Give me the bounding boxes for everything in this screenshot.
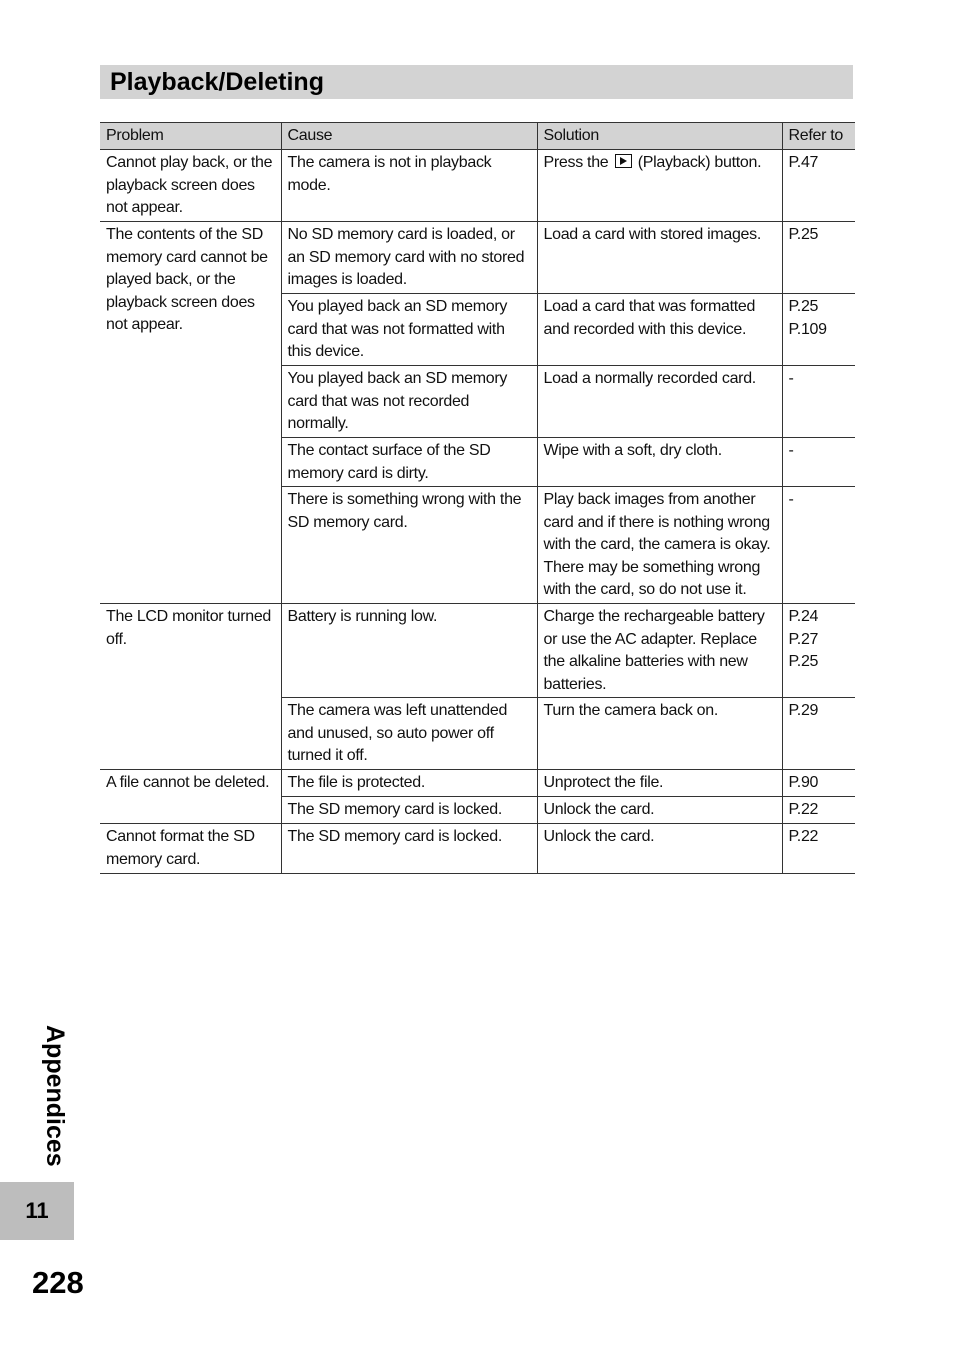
- problem-cell: Cannot play back, or the playback screen does not appear.: [100, 150, 281, 222]
- cause-cell: The SD memory card is locked.: [281, 824, 537, 874]
- page-number: 228: [32, 1265, 84, 1300]
- cause-cell: The SD memory card is locked.: [281, 797, 537, 824]
- problem-cell: Cannot format the SD memory card.: [100, 824, 281, 874]
- refer-cell: P.22: [782, 797, 855, 824]
- solution-cell: [537, 150, 782, 222]
- refer-cell: P.29: [782, 698, 855, 770]
- cause-cell: The file is protected.: [281, 770, 537, 797]
- solution-cell: Wipe with a soft, dry cloth.: [537, 438, 782, 487]
- solution-cell: Load a normally recorded card.: [537, 366, 782, 438]
- header-problem: Problem: [100, 123, 281, 150]
- solution-cell: Load a card with stored images.: [537, 222, 782, 294]
- table-row: [100, 150, 855, 222]
- side-tab-text: Appendices: [41, 1025, 69, 1167]
- section-title: Playback/Deleting: [100, 65, 853, 99]
- problem-cell: A file cannot be deleted.: [100, 770, 281, 824]
- refer-cell: P.22: [782, 824, 855, 874]
- cause-cell: No SD memory card is loaded, or an SD memory card with no stored images is loaded.: [281, 222, 537, 294]
- refer-cell: -: [782, 366, 855, 438]
- cause-cell: You played back an SD memory card that was not formatted with this device.: [281, 294, 537, 366]
- cause-cell: The camera was left unattended and unused, so auto power off turned it off.: [281, 698, 537, 770]
- solution-cell: Charge the rechargeable battery or use the AC adapter. Replace the alkaline batteries with new batteries.: [537, 604, 782, 698]
- solution-cell: Load a card that was formatted and recorded with this device.: [537, 294, 782, 366]
- refer-cell: P.47: [782, 150, 855, 222]
- refer-cell: P.25: [782, 222, 855, 294]
- solution-text-post: (Playback) button.: [633, 154, 762, 171]
- solution-text-pre: Press the: [543, 154, 613, 171]
- problem-cell: The LCD monitor turned off.: [100, 604, 281, 770]
- refer-cell: -: [782, 438, 855, 487]
- table-row: [100, 824, 855, 874]
- header-cause: Cause: [281, 123, 537, 150]
- refer-cell: P.24 P.27 P.25: [782, 604, 855, 698]
- refer-cell: P.25 P.109: [782, 294, 855, 366]
- solution-cell: Turn the camera back on.: [537, 698, 782, 770]
- refer-cell: P.90: [782, 770, 855, 797]
- refer-cell: -: [782, 487, 855, 604]
- chapter-number-tab: 11: [0, 1182, 74, 1240]
- solution-cell: Unlock the card.: [537, 824, 782, 874]
- problem-cell: The contents of the SD memory card cannot be played back, or the playback screen does not appear.: [100, 222, 281, 604]
- cause-cell: You played back an SD memory card that was not recorded normally.: [281, 366, 537, 438]
- cause-cell: The contact surface of the SD memory card is dirty.: [281, 438, 537, 487]
- table-header-row: [100, 123, 855, 150]
- playback-icon: [615, 154, 632, 168]
- table-row: [100, 770, 855, 797]
- solution-cell: Play back images from another card and if there is nothing wrong with the card, the camera is okay. There may be something wrong with the card, so do not use it.: [537, 487, 782, 604]
- troubleshooting-table: [100, 122, 855, 874]
- side-tab-label: [25, 1025, 85, 1175]
- header-refer-to: Refer to: [782, 123, 855, 150]
- cause-cell: The camera is not in playback mode.: [281, 150, 537, 222]
- solution-cell: Unlock the card.: [537, 797, 782, 824]
- header-solution: Solution: [537, 123, 782, 150]
- cause-cell: Battery is running low.: [281, 604, 537, 698]
- table-row: [100, 604, 855, 698]
- table-row: [100, 222, 855, 294]
- cause-cell: There is something wrong with the SD memory card.: [281, 487, 537, 604]
- solution-cell: Unprotect the file.: [537, 770, 782, 797]
